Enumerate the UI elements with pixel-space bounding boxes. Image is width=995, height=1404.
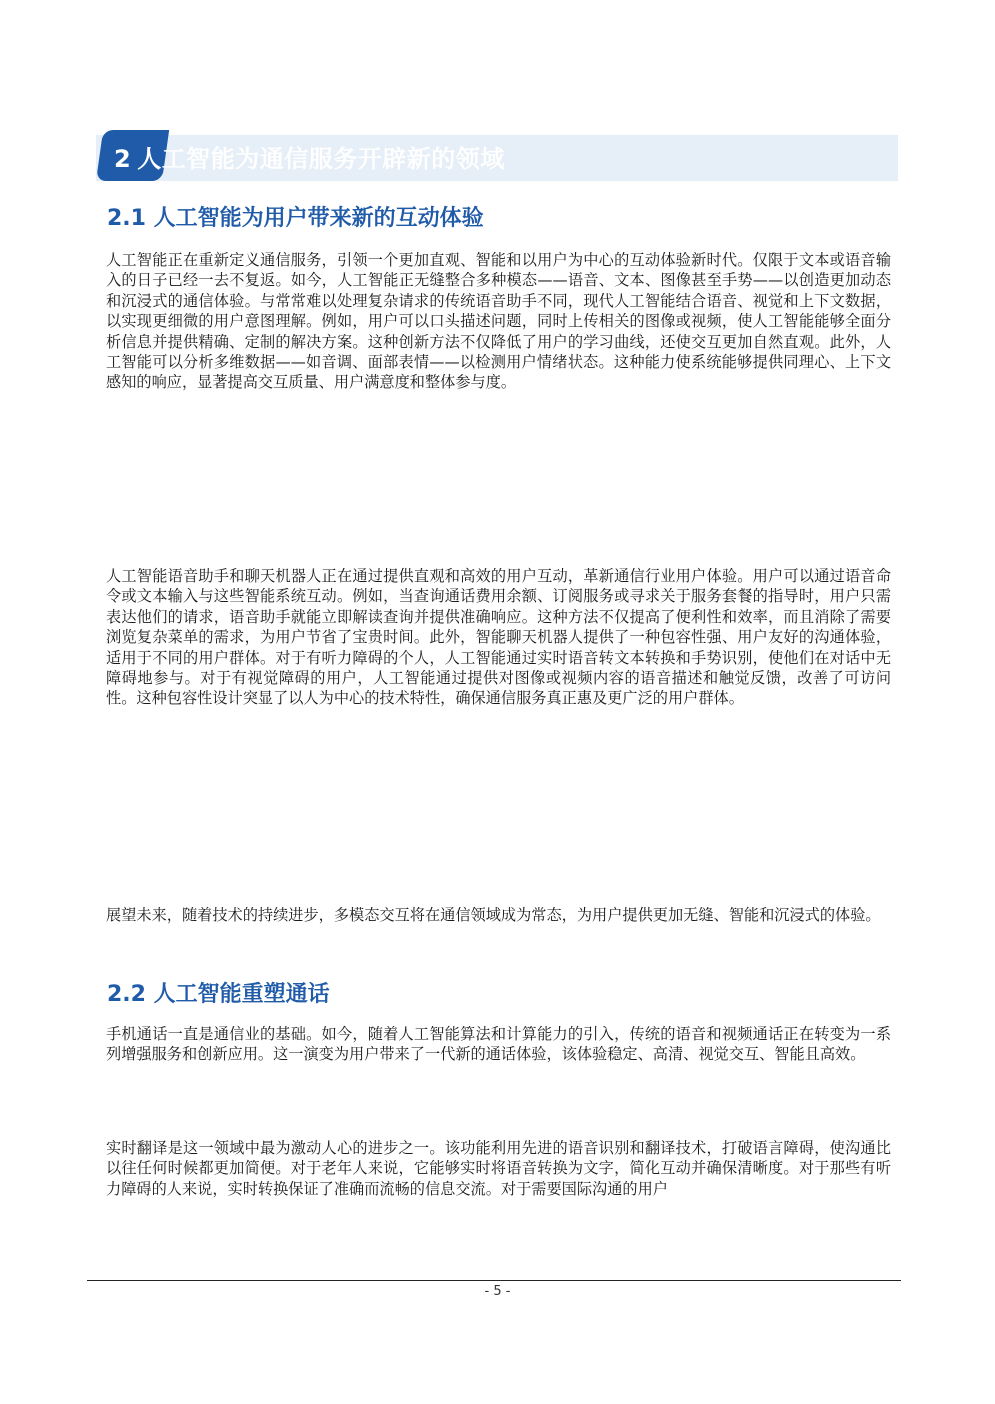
chapter-title-text: 人工智能为通信服务开辟新的领域 [137,145,505,173]
paragraph: 实时翻译是这一领域中最为激动人心的进步之一。该功能利用先进的语音识别和翻译技术，打破语言障碍，使沟通比以往任何时候都更加简便。对于老年人来说，它能够实时将语音转换为文字，简化互动并确保清晰度。对于那些有听力障碍的人来说，实时转换保证了准确而流畅的信息交流。对于需要国际沟通的用户 [106,1139,891,1198]
footer-divider [87,1280,901,1281]
paragraph: 人工智能正在重新定义通信服务，引领一个更加直观、智能和以用户为中心的互动体验新时代。仅限于文本或语音输入的日子已经一去不复返。如今，人工智能正无缝整合多种模态——语音、文本、图像甚至手势——以创造更加动态和沉浸式的通信体验。与常常难以处理复杂请求的传统语音助手不同，现代人工智能结合语音、视觉和上下文数据，以实现更细微的用户意图理解。例如，用户可以口头描述问题，同时上传相关的图像或视频，使人工智能能够全面分析信息并提供精确、定制的解决方案。这种创新方法不仅降低了用户的学习曲线，还使交互更加自然直观。此外，人工智能可以分析多维数据——如音调、面部表情——以检测用户情绪状态。这种能力使系统能够提供同理心、上下文感知的响应，显著提高交互质量、用户满意度和整体参与度。 [106,251,891,392]
chapter-number: 2 [114,145,132,173]
chapter-title [114,139,505,179]
paragraph: 人工智能语音助手和聊天机器人正在通过提供直观和高效的用户互动，革新通信行业用户体验。用户可以通过语音命令或文本输入与这些智能系统互动。例如，当查询通话费用余额、订阅服务或寻求关于服务套餐的指导时，用户只需表达他们的请求，语音助手就能立即解读查询并提供准确响应。这种方法不仅提高了便利性和效率，而且消除了需要浏览复杂菜单的需求，为用户节省了宝贵时间。此外，智能聊天机器人提供了一种包容性强、用户友好的沟通体验，适用于不同的用户群体。对于有听力障碍的个人，人工智能通过实时语音转文本转换和手势识别，使他们在对话中无障碍地参与。对于有视觉障碍的用户，人工智能通过提供对图像或视频内容的语音描述和触觉反馈，改善了可访问性。这种包容性设计突显了以人为中心的技术特性，确保通信服务真正惠及更广泛的用户群体。 [106,567,891,708]
section-heading-2-1: 2.1 人工智能为用户带来新的互动体验 [107,206,484,231]
paragraph: 手机通话一直是通信业的基础。如今，随着人工智能算法和计算能力的引入，传统的语音和视频通话正在转变为一系列增强服务和创新应用。这一演变为用户带来了一代新的通话体验，该体验稳定、高清、视觉交互、智能且高效。 [106,1025,891,1064]
section-heading-2-2: 2.2 人工智能重塑通话 [107,982,330,1007]
page-number: - 5 - [484,1284,511,1299]
paragraph: 展望未来，随着技术的持续进步，多模态交互将在通信领域成为常态，为用户提供更加无缝、智能和沉浸式的体验。 [106,906,881,924]
